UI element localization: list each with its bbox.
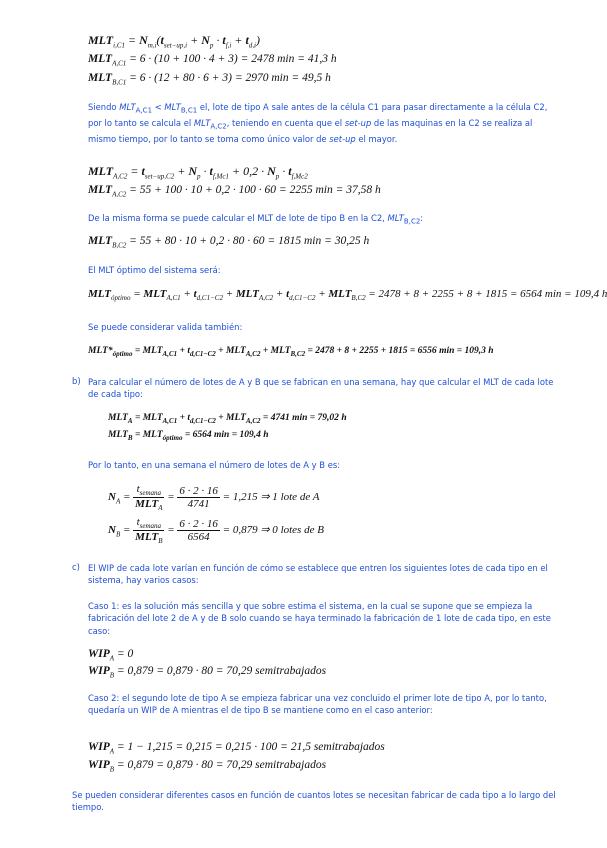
equation-mlt-bc2: $MLT_{B,C2} = 55 + 80 \cdot 10 + 0,2 \cdot 80 \cdot 60 = 1815$ min = 30,25 h — [88, 235, 370, 250]
equation-wip-b2: $WIP_B = 0,879 = 0,879 \cdot 80 = 70,29$ semitrabajados — [88, 759, 327, 774]
paragraph-siendo: Siendo $MLT_{A,C1} < MLT_{B,C1}$ el, lote de tipo A sale antes de la célula C1 para pasar directamente a la célula C2, por lo tanto se calcula el $MLT_{A,C2}$, teniendo en cuenta que el set-up de las maquinas en la C2 se realiza al mismo tiempo, por lo tanto se toma como único valor de set-up el mayor. — [88, 102, 548, 145]
equation-n-a: $N_A$ = $\frac{t_{semana}}{MLT_A}$ = $\frac{6 \cdot 2 \cdot 16}{4741}$ = 1,215 ⇒ 1 lote de A — [108, 483, 320, 513]
equation-n-b: $N_B$ = $\frac{t_{semana}}{MLT_B}$ = $\frac{6 \cdot 2 \cdot 16}{6564}$ = 0,879 ⇒ 0 lotes de B — [108, 516, 324, 546]
paragraph-misma-forma: De la misma forma se puede calcular el MLT de lote de tipo B en la C2, $MLT_{B,C2}$: — [88, 213, 424, 226]
equation-wip-a2: $WIP_A = 1 - 1,215 = 0,215 = 0,215 \cdot 100 = 21,5$ semitrabajados — [88, 741, 385, 756]
list-marker-b: b) — [72, 376, 81, 386]
paragraph-b: Para calcular el número de lotes de A y B que se fabrican en una semana, hay que calcular el MLT de cada lote de cada tipo: — [88, 377, 554, 400]
paragraph-por-lo-tanto: Por lo tanto, en una semana el número de lotes de A y B es: — [88, 460, 341, 470]
list-marker-c: c) — [72, 562, 80, 572]
equation-mlt-ac2: $MLT_{A,C2} = 55 + 100 \cdot 10 + 0,2 \cdot 100 \cdot 60 = 2255$ min = 37,58 h — [88, 184, 381, 199]
equation-mlt-ac2-general: $MLT_{A,C2} = t_{set-up,C2} + N_p \cdot t_{f,Mc1} + 0,2 \cdot N_p \cdot t_{f,Mc2}$ — [88, 164, 308, 181]
equation-mlt-optimo: $MLT_{óptimo} = MLT_{A,C1} + t_{d,C1-C2} + MLT_{A,C2} + t_{d,C1-C2} + MLT_{B,C2} = 2478 + 8 + 2255 + 8 + 1815 = 6564$ min = 109,4 h — [88, 288, 607, 303]
equation-mlt-star: $MLT*_{óptimo} = MLT_{A,C1} + t_{d,C1-C2} + MLT_{A,C2} + MLT_{B,C2} = 2478 + 8 + 2255 + 1815 = 6556$ min = 109,3 h — [88, 346, 494, 358]
paragraph-c: El WIP de cada lote varían en función de cómo se establece que entren los siguientes lotes de cada tipo en el sistema, hay varios casos: — [88, 563, 548, 586]
paragraph-conclusion: Se pueden considerar diferentes casos en función de cuantos lotes se necesitan fabricar de cada tipo a lo largo del tiempo. — [72, 790, 556, 813]
paragraph-valida: Se puede considerar valida también: — [88, 322, 243, 332]
equation-wip-a1: $WIP_A = 0$ — [88, 648, 134, 663]
paragraph-caso-2: Caso 2: el segundo lote de tipo A se empieza fabricar una vez concluido el primer lote de tipo A, por lo tanto, quedaría un WIP de A mientras el de tipo B se mantiene como en el caso anterior: — [88, 693, 547, 716]
equation-wip-b1: $WIP_B = 0,879 = 0,879 \cdot 80 = 70,29$ semitrabajados — [88, 665, 327, 680]
equation-mlt-bc1: $MLT_{B,C1} = 6 \cdot (12 + 80 \cdot 6 + 3) = 2970$ min = 49,5 h — [88, 72, 331, 87]
equation-mlt-ac1: $MLT_{A,C1} = 6 \cdot (10 + 100 \cdot 4 + 3) = 2478$ min = 41,3 h — [88, 53, 337, 68]
equation-mlt-a: $MLT_A = MLT_{A,C1} + t_{d,C1-C2} + MLT_{A,C2} = 4741$ min = 79,02 h — [108, 413, 347, 425]
equation-mlt-general: $MLT_{i,C1} = N_{m,i}(t_{set-up,i} + N_p \cdot t_{f,i} + t_{d,i})$ — [88, 33, 260, 50]
paragraph-caso-1: Caso 1: es la solución más sencilla y que sobre estima el sistema, en la cual se supone que se empieza la fabricación del lote 2 de A y de B solo cuando se haya terminado la fabricación de 1 lote de cada tipo, en este caso: — [88, 601, 551, 636]
equation-mlt-b: $MLT_B = MLT_{óptimo} = 6564$ min = 109,4 h — [108, 430, 269, 442]
paragraph-mlt-optimo: El MLT óptimo del sistema será: — [88, 265, 221, 275]
